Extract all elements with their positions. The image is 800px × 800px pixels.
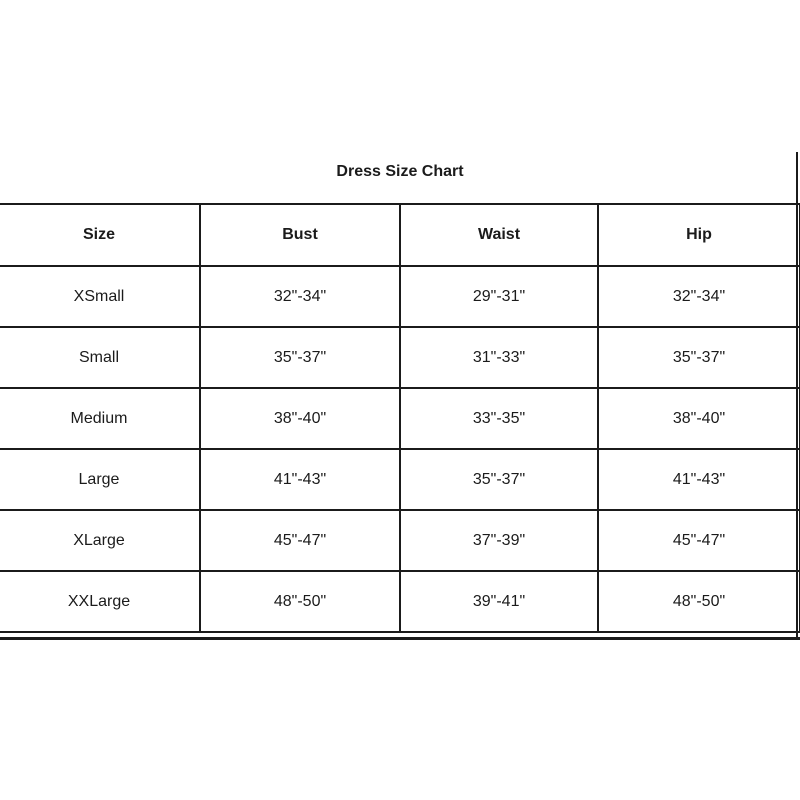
size-label: Medium	[0, 388, 200, 449]
header-row	[0, 204, 800, 266]
bust-value: 35"-37"	[200, 327, 400, 388]
table-row-small	[0, 327, 800, 388]
column-header-waist: Waist	[400, 204, 598, 266]
bust-value: 48"-50"	[200, 571, 400, 632]
hip-value: 48"-50"	[598, 571, 800, 632]
size-label: Small	[0, 327, 200, 388]
hip-value: 41"-43"	[598, 449, 800, 510]
hip-value: 35"-37"	[598, 327, 800, 388]
waist-value: 39"-41"	[400, 571, 598, 632]
table-row-medium	[0, 388, 800, 449]
waist-value: 35"-37"	[400, 449, 598, 510]
column-header-size: Size	[0, 204, 200, 266]
waist-value: 29"-31"	[400, 266, 598, 327]
table-row-xlarge	[0, 510, 800, 571]
size-label: Large	[0, 449, 200, 510]
hip-value: 32"-34"	[598, 266, 800, 327]
hip-value: 45"-47"	[598, 510, 800, 571]
bust-value: 32"-34"	[200, 266, 400, 327]
waist-value: 33"-35"	[400, 388, 598, 449]
waist-value: 31"-33"	[400, 327, 598, 388]
table-row-large	[0, 449, 800, 510]
table-body	[0, 266, 800, 632]
hip-value: 38"-40"	[598, 388, 800, 449]
waist-value: 37"-39"	[400, 510, 598, 571]
size-label: XXLarge	[0, 571, 200, 632]
table-header	[0, 204, 800, 266]
table-row-xsmall	[0, 266, 800, 327]
table-outer-right-rule	[796, 152, 798, 640]
column-header-hip: Hip	[598, 204, 800, 266]
bust-value: 38"-40"	[200, 388, 400, 449]
size-label: XLarge	[0, 510, 200, 571]
column-header-bust: Bust	[200, 204, 400, 266]
table-row-xxlarge	[0, 571, 800, 632]
table-outer-bottom-rule	[0, 637, 800, 640]
size-label: XSmall	[0, 266, 200, 327]
bust-value: 45"-47"	[200, 510, 400, 571]
bust-value: 41"-43"	[200, 449, 400, 510]
page-title: Dress Size Chart	[336, 163, 464, 180]
size-chart-table	[0, 203, 800, 633]
